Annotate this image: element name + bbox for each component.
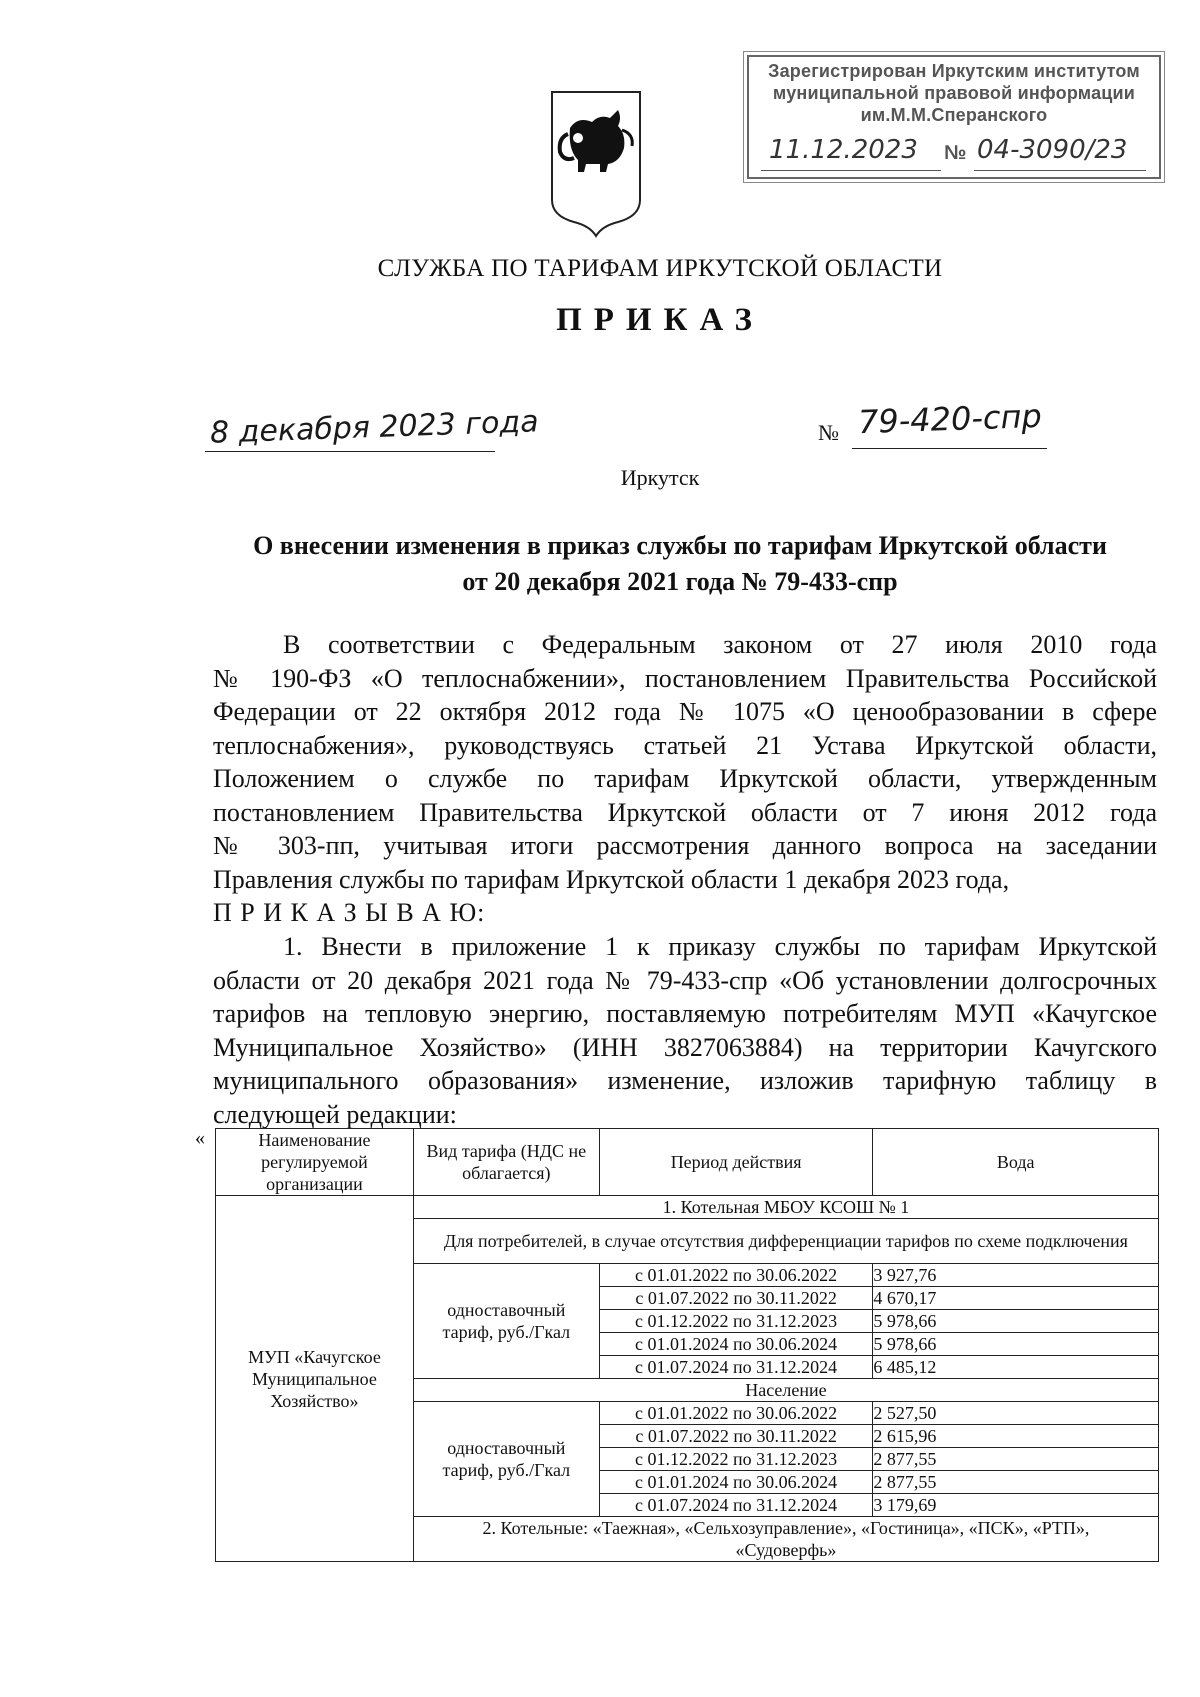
org-name-cell: МУП «Качугское Муниципальное Хозяйство» <box>216 1196 414 1562</box>
stamp-line-1: Зарегистрирован Иркутским институтом <box>768 61 1140 81</box>
section-2-cell: 2. Котельные: «Таежная», «Сельхозуправление», «Гостиница», «ПСК», «РТП», «Судоверфь» <box>413 1517 1158 1562</box>
stamp-registration-date: 11.12.2023 <box>769 135 918 165</box>
document-title <box>200 528 1160 600</box>
preamble-line: В соответствии с Федеральным законом от 27 июля 2010 года <box>283 630 1157 659</box>
agency-name: СЛУЖБА ПО ТАРИФАМ ИРКУТСКОЙ ОБЛАСТИ <box>377 255 943 282</box>
title-line-1: О внесении изменения в приказ службы по тарифам Иркутской области <box>253 531 1107 560</box>
value-cell: 4 670,17 <box>873 1287 1159 1310</box>
item-1-line: следующей редакции: <box>213 1099 457 1129</box>
section-1-cell: 1. Котельная МБОУ КСОШ № 1 <box>413 1196 1158 1219</box>
value-cell: 2 877,55 <box>873 1471 1159 1494</box>
stamp-number-sign: № <box>944 142 967 164</box>
preamble-line: № 190-ФЗ «О теплоснабжении», постановлением Правительства Российской <box>213 663 1157 693</box>
value-cell: 2 877,55 <box>873 1448 1159 1471</box>
period-cell: с 01.01.2024 по 30.06.2024 <box>599 1471 873 1494</box>
document-type: ПРИКАЗ <box>556 302 764 338</box>
period-cell: с 01.07.2024 по 31.12.2024 <box>599 1494 873 1517</box>
tariff-table <box>215 1128 1159 1562</box>
item-1-paragraph <box>213 930 1157 1131</box>
registration-stamp <box>747 55 1161 179</box>
stamp-line-2: муниципальной правовой информации <box>772 83 1136 103</box>
value-cell: 3 179,69 <box>873 1494 1159 1517</box>
period-cell: с 01.01.2024 по 30.06.2024 <box>599 1333 873 1356</box>
title-line-2: от 20 декабря 2021 года № 79-433-спр <box>462 567 898 596</box>
preamble-line: Правления службы по тарифам Иркутской области 1 декабря 2023 года, <box>213 864 1010 894</box>
handwritten-date: 8 декабря 2023 года <box>209 404 540 451</box>
table-open-quote: « <box>195 1127 205 1149</box>
period-cell: с 01.01.2022 по 30.06.2022 <box>599 1402 873 1425</box>
value-cell: 2 527,50 <box>873 1402 1159 1425</box>
value-cell: 5 978,66 <box>873 1310 1159 1333</box>
preamble-line: теплоснабжения», руководствуясь статьей 21 Устава Иркутской области, <box>213 730 1157 760</box>
value-cell: 2 615,96 <box>873 1425 1159 1448</box>
section-row <box>216 1196 1159 1219</box>
date-underline <box>205 451 495 452</box>
item-1-line: Муниципальное Хозяйство» (ИНН 3827063884) на территории Качугского <box>213 1032 1157 1062</box>
period-cell: с 01.07.2024 по 31.12.2024 <box>599 1356 873 1379</box>
value-cell: 5 978,66 <box>873 1333 1159 1356</box>
item-1-line: муниципального образования» изменение, изложив тарифную таблицу в <box>213 1066 1157 1095</box>
item-1-line: 1. Внести в приложение 1 к приказу службы по тарифам Иркутской <box>283 932 1157 961</box>
value-cell: 6 485,12 <box>873 1356 1159 1379</box>
preamble-line: № 303-пп, учитывая итоги рассмотрения данного вопроса на заседании <box>213 831 1157 860</box>
header-org: Наименование регулируемой организации <box>216 1129 414 1196</box>
period-cell: с 01.01.2022 по 30.06.2022 <box>599 1264 873 1287</box>
handwritten-order-number: 79-420-спр <box>857 396 1043 442</box>
value-cell: 3 927,76 <box>873 1264 1159 1287</box>
table-header-row <box>216 1129 1159 1196</box>
number-underline <box>852 448 1047 449</box>
group-2-cell: Население <box>413 1379 1158 1402</box>
tariff-type-cell: одноставочный тариф, руб./Гкал <box>413 1402 599 1517</box>
order-word: П Р И К А З Ы В А Ю: <box>213 898 486 927</box>
header-period: Период действия <box>599 1129 873 1196</box>
period-cell: с 01.07.2022 по 30.11.2022 <box>599 1287 873 1310</box>
item-1-line: области от 20 декабря 2021 года № 79-433-спр «Об установлении долгосрочных <box>213 965 1157 995</box>
header-tariff-type: Вид тарифа (НДС не облагается) <box>413 1129 599 1196</box>
header-water: Вода <box>873 1129 1159 1196</box>
stamp-date-underline <box>761 170 941 171</box>
preamble-paragraph <box>213 628 1157 930</box>
stamp-line-3: им.М.М.Сперанского <box>860 105 1048 125</box>
preamble-line: постановлением Правительства Иркутской области от 7 июня 2012 года <box>213 797 1157 827</box>
stamp-number-underline <box>974 170 1146 171</box>
period-cell: с 01.12.2022 по 31.12.2023 <box>599 1448 873 1471</box>
tariff-type-cell: одноставочный тариф, руб./Гкал <box>413 1264 599 1379</box>
irkutsk-coat-of-arms-icon <box>548 88 644 238</box>
city: Иркутск <box>620 465 700 490</box>
group-1-cell: Для потребителей, в случае отсутствия дифференциации тарифов по схеме подключения <box>413 1219 1158 1264</box>
period-cell: с 01.12.2022 по 31.12.2023 <box>599 1310 873 1333</box>
item-1-line: тарифов на тепловую энергию, поставляемую потребителям МУП «Качугское <box>213 999 1157 1028</box>
preamble-line: Федерации от 22 октября 2012 года № 1075 «О ценообразовании в сфере <box>213 697 1157 726</box>
stamp-registration-number: 04-3090/23 <box>977 135 1128 165</box>
period-cell: с 01.07.2022 по 30.11.2022 <box>599 1425 873 1448</box>
preamble-line: Положением о службе по тарифам Иркутской области, утвержденным <box>213 764 1157 793</box>
order-number-sign: № <box>818 420 839 445</box>
